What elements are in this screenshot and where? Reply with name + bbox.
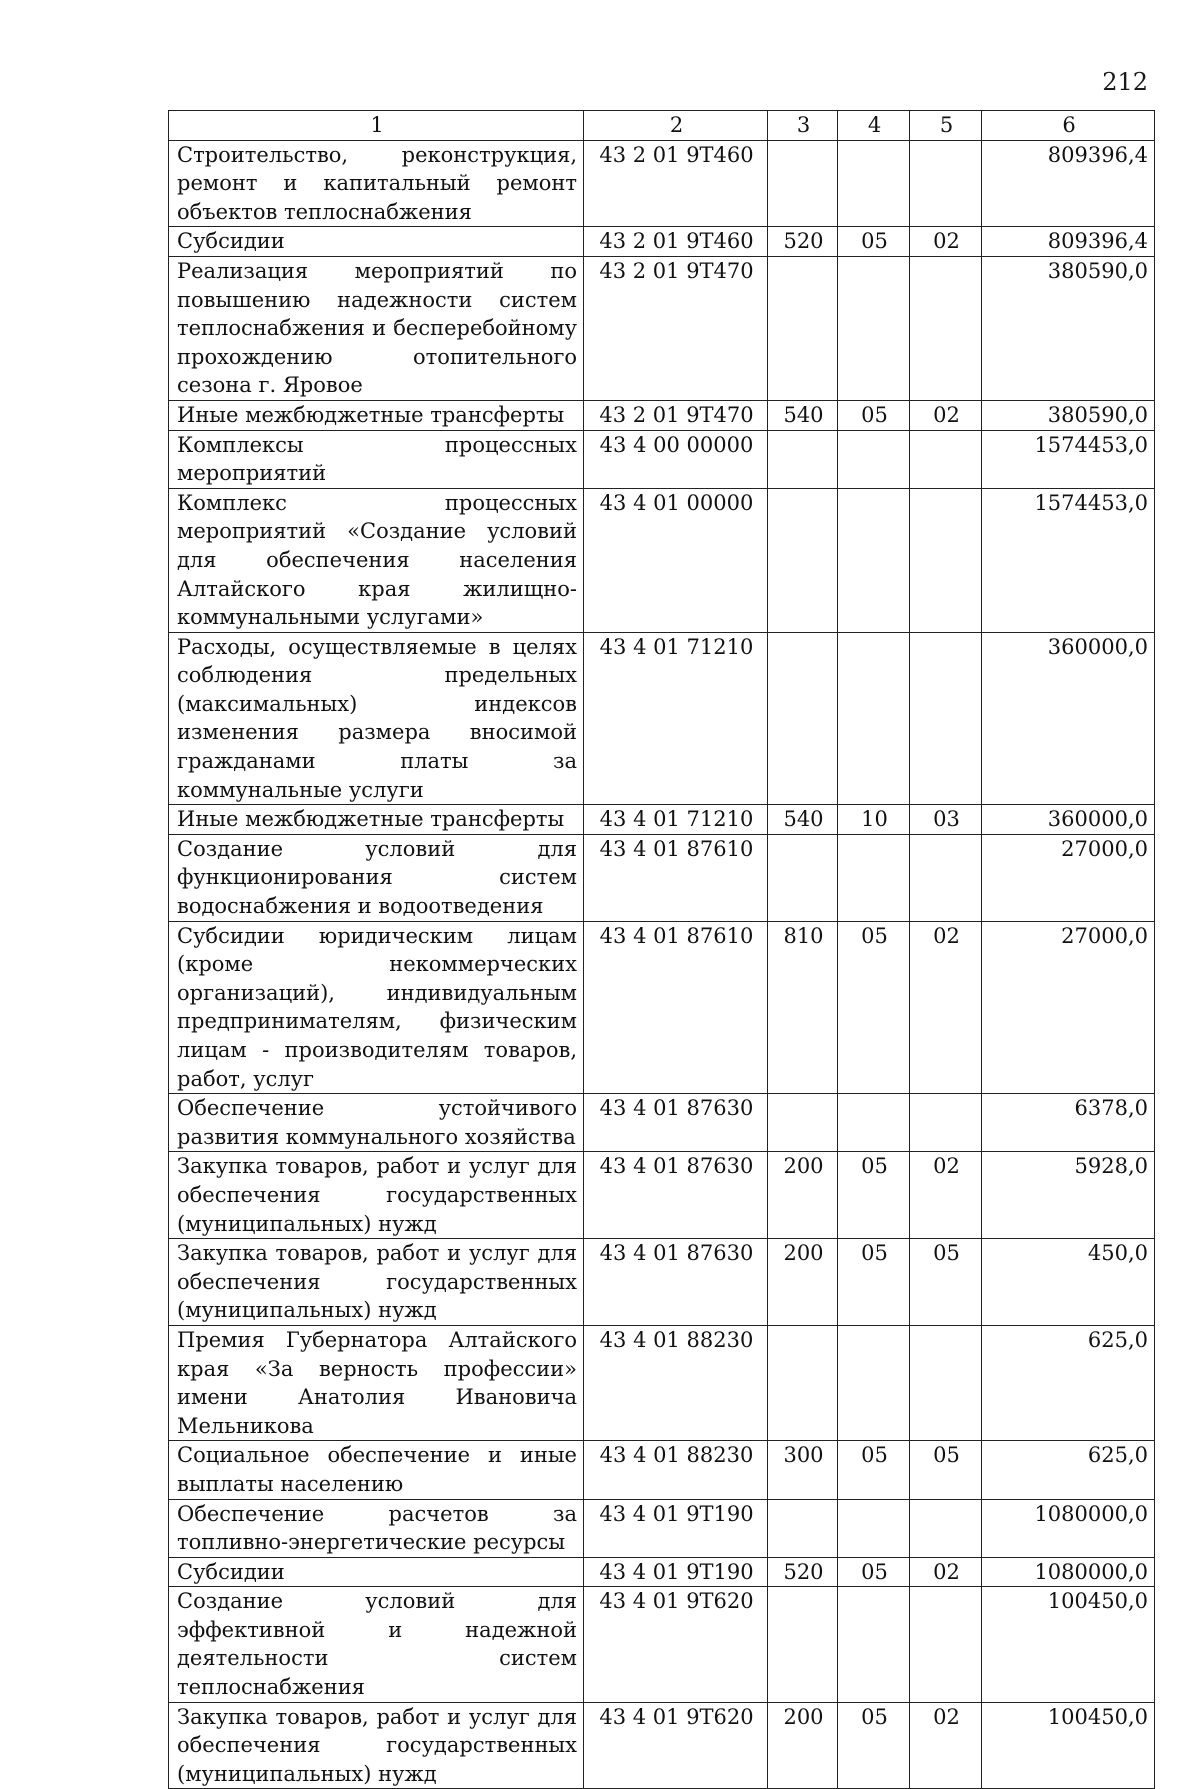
section-cell: 05	[838, 921, 910, 1094]
section-cell	[838, 140, 910, 227]
table-row	[169, 1094, 1155, 1152]
subsection-cell	[910, 632, 982, 805]
code-cell: 43 4 01 9Т190	[584, 1557, 768, 1587]
subsection-cell: 02	[910, 1702, 982, 1789]
table-row	[169, 834, 1155, 921]
expense-type-cell	[768, 834, 838, 921]
section-cell	[838, 632, 910, 805]
subsection-cell: 02	[910, 1152, 982, 1239]
table-row	[169, 400, 1155, 430]
section-cell: 05	[838, 1441, 910, 1499]
column-header-1: 1	[169, 111, 584, 141]
item-name-cell: Иные межбюджетные трансферты	[169, 805, 584, 835]
table-row	[169, 1702, 1155, 1789]
code-cell: 43 4 01 71210	[584, 805, 768, 835]
expense-type-cell: 200	[768, 1152, 838, 1239]
amount-cell: 1574453,0	[982, 488, 1155, 632]
section-cell: 05	[838, 1557, 910, 1587]
section-cell	[838, 1587, 910, 1702]
code-cell: 43 2 01 9Т460	[584, 140, 768, 227]
table-row	[169, 921, 1155, 1094]
section-cell	[838, 256, 910, 400]
table-row	[169, 1587, 1155, 1702]
section-cell: 05	[838, 1239, 910, 1326]
section-cell	[838, 430, 910, 488]
code-cell: 43 4 01 87630	[584, 1239, 768, 1326]
subsection-cell	[910, 140, 982, 227]
item-name-cell: Субсидии	[169, 227, 584, 257]
column-header-6: 6	[982, 111, 1155, 141]
column-header-2: 2	[584, 111, 768, 141]
subsection-cell	[910, 488, 982, 632]
table-row	[169, 632, 1155, 805]
amount-cell: 625,0	[982, 1325, 1155, 1440]
subsection-cell: 05	[910, 1239, 982, 1326]
amount-cell: 1080000,0	[982, 1499, 1155, 1557]
expense-type-cell	[768, 1499, 838, 1557]
table-row	[169, 1152, 1155, 1239]
item-name-cell: Субсидии	[169, 1557, 584, 1587]
code-cell: 43 4 01 88230	[584, 1325, 768, 1440]
code-cell: 43 4 01 00000	[584, 488, 768, 632]
item-name-cell: Иные межбюджетные трансферты	[169, 400, 584, 430]
subsection-cell	[910, 1587, 982, 1702]
budget-table	[168, 110, 1155, 1789]
column-header-5: 5	[910, 111, 982, 141]
code-cell: 43 4 01 9Т620	[584, 1702, 768, 1789]
amount-cell: 1080000,0	[982, 1557, 1155, 1587]
item-name-cell: Создание условий для эффективной и надежной деятельности систем теплоснабжения	[169, 1587, 584, 1702]
subsection-cell: 02	[910, 1557, 982, 1587]
amount-cell: 27000,0	[982, 921, 1155, 1094]
code-cell: 43 4 01 87630	[584, 1152, 768, 1239]
code-cell: 43 4 01 9Т190	[584, 1499, 768, 1557]
subsection-cell	[910, 1499, 982, 1557]
expense-type-cell: 200	[768, 1239, 838, 1326]
table-row	[169, 1557, 1155, 1587]
item-name-cell: Субсидии юридическим лицам (кроме некоммерческих организаций), индивидуальным предпринимателям, физическим лицам - производителям товаров, работ, услуг	[169, 921, 584, 1094]
item-name-cell: Реализация мероприятий по повышению надежности систем теплоснабжения и бесперебойному прохождению отопительного сезона г. Яровое	[169, 256, 584, 400]
code-cell: 43 2 01 9Т470	[584, 400, 768, 430]
item-name-cell: Строительство, реконструкция, ремонт и капитальный ремонт объектов теплоснабжения	[169, 140, 584, 227]
section-cell: 05	[838, 227, 910, 257]
code-cell: 43 4 01 88230	[584, 1441, 768, 1499]
subsection-cell: 03	[910, 805, 982, 835]
section-cell: 05	[838, 1702, 910, 1789]
table-row	[169, 430, 1155, 488]
subsection-cell	[910, 834, 982, 921]
expense-type-cell	[768, 1094, 838, 1152]
item-name-cell: Закупка товаров, работ и услуг для обеспечения государственных (муниципальных) нужд	[169, 1702, 584, 1789]
section-cell: 05	[838, 1152, 910, 1239]
expense-type-cell	[768, 632, 838, 805]
table-row	[169, 1325, 1155, 1440]
code-cell: 43 2 01 9Т470	[584, 256, 768, 400]
subsection-cell: 02	[910, 921, 982, 1094]
amount-cell: 1574453,0	[982, 430, 1155, 488]
header-row	[169, 111, 1155, 141]
amount-cell: 100450,0	[982, 1702, 1155, 1789]
expense-type-cell: 810	[768, 921, 838, 1094]
amount-cell: 625,0	[982, 1441, 1155, 1499]
subsection-cell	[910, 430, 982, 488]
code-cell: 43 2 01 9Т460	[584, 227, 768, 257]
amount-cell: 809396,4	[982, 227, 1155, 257]
item-name-cell: Премия Губернатора Алтайского края «За верность профессии» имени Анатолия Ивановича Мельникова	[169, 1325, 584, 1440]
code-cell: 43 4 01 87610	[584, 834, 768, 921]
item-name-cell: Социальное обеспечение и иные выплаты населению	[169, 1441, 584, 1499]
amount-cell: 360000,0	[982, 632, 1155, 805]
amount-cell: 27000,0	[982, 834, 1155, 921]
item-name-cell: Обеспечение расчетов за топливно-энергетические ресурсы	[169, 1499, 584, 1557]
section-cell: 10	[838, 805, 910, 835]
table-row	[169, 256, 1155, 400]
item-name-cell: Создание условий для функционирования систем водоснабжения и водоотведения	[169, 834, 584, 921]
code-cell: 43 4 01 87610	[584, 921, 768, 1094]
expense-type-cell: 300	[768, 1441, 838, 1499]
section-cell	[838, 488, 910, 632]
expense-type-cell	[768, 140, 838, 227]
item-name-cell: Расходы, осуществляемые в целях соблюдения предельных (максимальных) индексов изменения размера вносимой гражданами платы за коммунальные услуги	[169, 632, 584, 805]
item-name-cell: Закупка товаров, работ и услуг для обеспечения государственных (муниципальных) нужд	[169, 1239, 584, 1326]
section-cell	[838, 1325, 910, 1440]
amount-cell: 360000,0	[982, 805, 1155, 835]
amount-cell: 380590,0	[982, 400, 1155, 430]
amount-cell: 380590,0	[982, 256, 1155, 400]
table-row	[169, 227, 1155, 257]
table-row	[169, 140, 1155, 227]
code-cell: 43 4 00 00000	[584, 430, 768, 488]
section-cell	[838, 1499, 910, 1557]
subsection-cell: 02	[910, 227, 982, 257]
code-cell: 43 4 01 71210	[584, 632, 768, 805]
amount-cell: 100450,0	[982, 1587, 1155, 1702]
expense-type-cell	[768, 1325, 838, 1440]
subsection-cell	[910, 256, 982, 400]
item-name-cell: Обеспечение устойчивого развития коммунального хозяйства	[169, 1094, 584, 1152]
amount-cell: 5928,0	[982, 1152, 1155, 1239]
table-row	[169, 1441, 1155, 1499]
item-name-cell: Комплекс процессных мероприятий «Создание условий для обеспечения населения Алтайского края жилищно-коммунальными услугами»	[169, 488, 584, 632]
expense-type-cell	[768, 1587, 838, 1702]
page-number: 212	[1102, 68, 1148, 96]
section-cell	[838, 1094, 910, 1152]
table-body	[169, 140, 1155, 1789]
table-row	[169, 805, 1155, 835]
subsection-cell: 05	[910, 1441, 982, 1499]
expense-type-cell	[768, 430, 838, 488]
item-name-cell: Комплексы процессных мероприятий	[169, 430, 584, 488]
table-row	[169, 1239, 1155, 1326]
subsection-cell: 02	[910, 400, 982, 430]
expense-type-cell	[768, 256, 838, 400]
expense-type-cell: 520	[768, 227, 838, 257]
expense-type-cell: 540	[768, 805, 838, 835]
column-header-4: 4	[838, 111, 910, 141]
subsection-cell	[910, 1325, 982, 1440]
item-name-cell: Закупка товаров, работ и услуг для обеспечения государственных (муниципальных) нужд	[169, 1152, 584, 1239]
code-cell: 43 4 01 87630	[584, 1094, 768, 1152]
expense-type-cell: 520	[768, 1557, 838, 1587]
subsection-cell	[910, 1094, 982, 1152]
code-cell: 43 4 01 9Т620	[584, 1587, 768, 1702]
section-cell: 05	[838, 400, 910, 430]
section-cell	[838, 834, 910, 921]
amount-cell: 450,0	[982, 1239, 1155, 1326]
column-header-3: 3	[768, 111, 838, 141]
expense-type-cell: 200	[768, 1702, 838, 1789]
expense-type-cell	[768, 488, 838, 632]
table-row	[169, 1499, 1155, 1557]
amount-cell: 6378,0	[982, 1094, 1155, 1152]
table-row	[169, 488, 1155, 632]
expense-type-cell: 540	[768, 400, 838, 430]
amount-cell: 809396,4	[982, 140, 1155, 227]
